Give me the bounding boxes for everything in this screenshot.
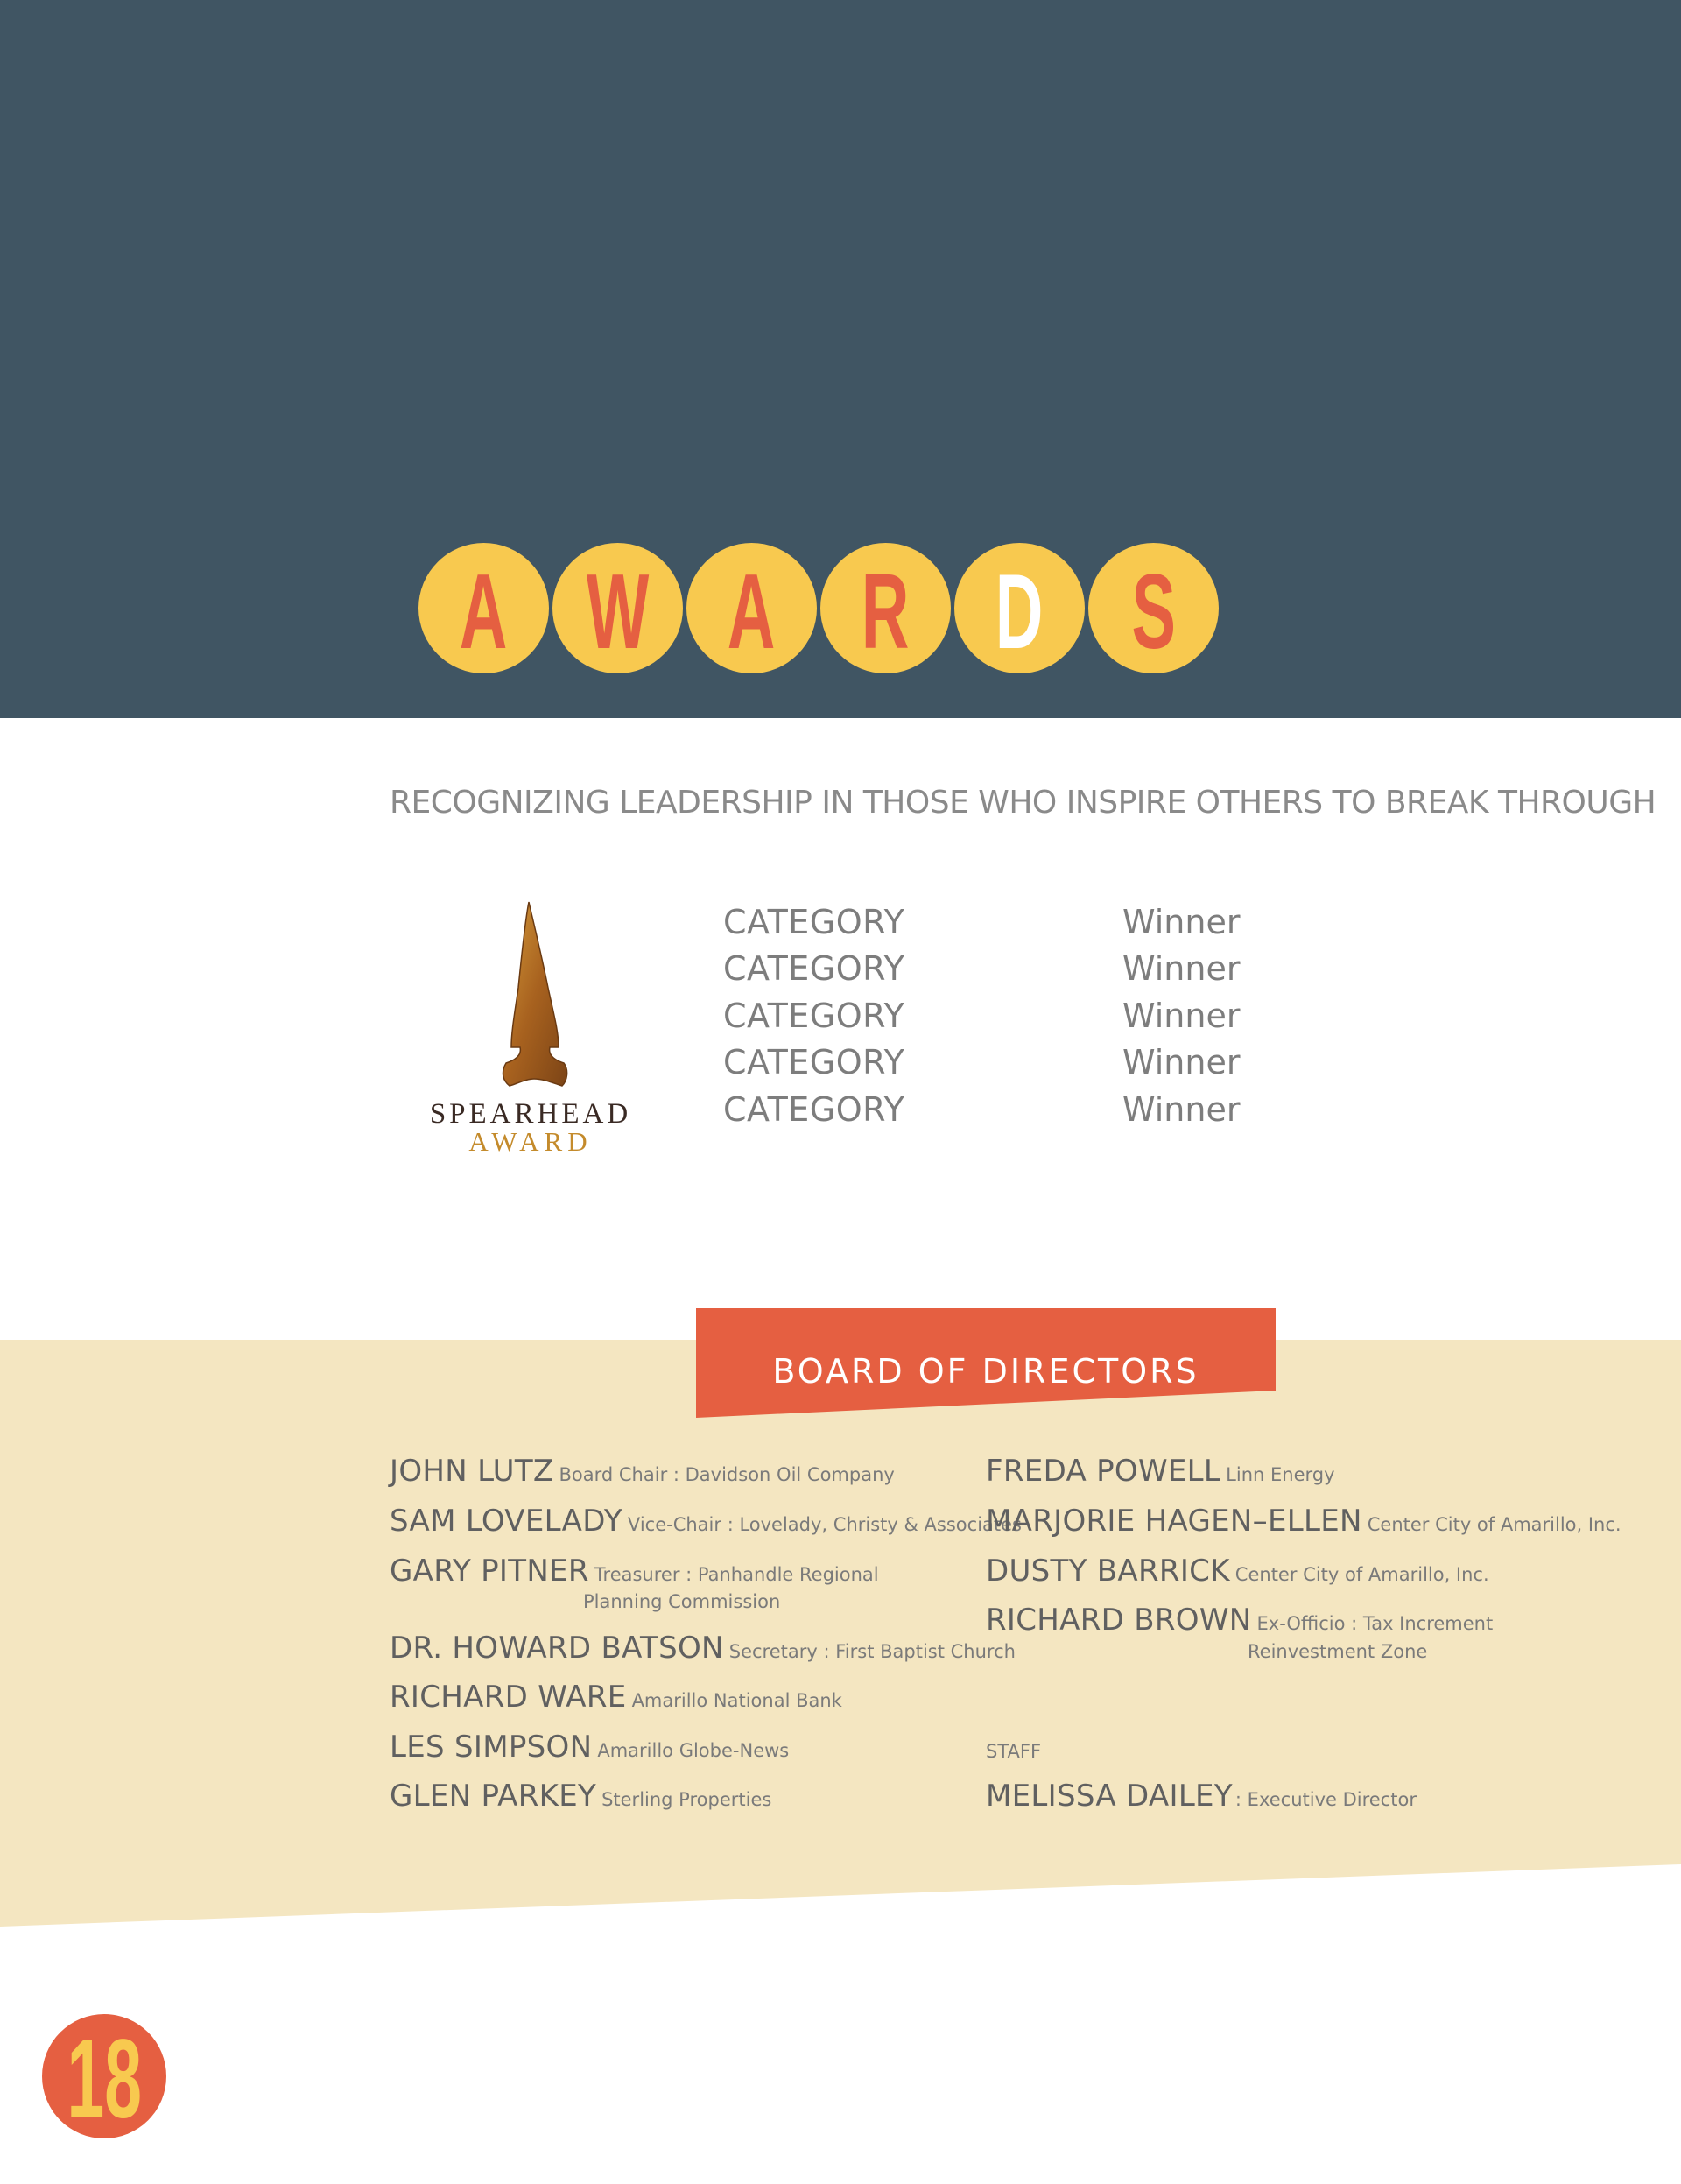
- board-member: [986, 1454, 1335, 1489]
- board-member-role-continued: [1248, 1641, 1427, 1662]
- board-member: [390, 1730, 789, 1765]
- member-role: Secretary : First Baptist Church: [728, 1641, 1016, 1662]
- board-member: [390, 1631, 1016, 1666]
- member-role: Board Chair : Davidson Oil Company: [559, 1464, 895, 1485]
- logo-line1: SPEARHEAD: [429, 1098, 632, 1130]
- awards-letter-circle: [418, 543, 549, 673]
- award-category: CATEGORY: [723, 902, 905, 941]
- awards-list: [723, 898, 1240, 1133]
- award-winner: Winner: [1122, 1043, 1241, 1082]
- award-category: CATEGORY: [723, 1043, 905, 1082]
- staff-member: [986, 1779, 1417, 1814]
- award-row: [723, 898, 1240, 946]
- awards-letter-circle: [552, 543, 683, 673]
- award-category: CATEGORY: [723, 1089, 905, 1129]
- awards-letter-circle: [686, 543, 817, 673]
- member-name: LES SIMPSON: [390, 1730, 593, 1765]
- member-role: Linn Energy: [1226, 1464, 1335, 1485]
- award-winner: Winner: [1122, 1089, 1241, 1129]
- award-row: [723, 946, 1240, 993]
- board-member: [986, 1553, 1489, 1589]
- awards-letter: A: [460, 551, 508, 671]
- spearhead-award-logo: [426, 897, 636, 1159]
- award-winner: Winner: [1122, 996, 1241, 1035]
- member-name: GLEN PARKEY: [390, 1779, 597, 1814]
- member-role: Amarillo National Bank: [631, 1690, 842, 1711]
- member-name: MARJORIE HAGEN–ELLEN: [986, 1504, 1362, 1539]
- member-name: MELISSA DAILEY: [986, 1779, 1233, 1814]
- awards-letter: R: [862, 551, 910, 671]
- member-name: SAM LOVELADY: [390, 1504, 622, 1539]
- member-name: DUSTY BARRICK: [986, 1553, 1230, 1589]
- awards-letter-circle-highlight: [954, 543, 1085, 673]
- member-role: Sterling Properties: [601, 1789, 772, 1810]
- award-category: CATEGORY: [723, 996, 905, 1035]
- page-number: 18: [67, 2017, 142, 2142]
- member-role: Center City of Amarillo, Inc.: [1234, 1564, 1489, 1585]
- award-row: [723, 1086, 1240, 1133]
- member-role: Treasurer : Panhandle Regional: [594, 1564, 879, 1585]
- award-winner: Winner: [1122, 949, 1241, 989]
- page-number-badge: [42, 2014, 166, 2142]
- award-row: [723, 992, 1240, 1039]
- member-role-line2: Reinvestment Zone: [1248, 1641, 1428, 1662]
- member-name: FREDA POWELL: [986, 1454, 1221, 1489]
- member-name: RICHARD BROWN: [986, 1603, 1252, 1638]
- awards-letter: D: [995, 551, 1044, 671]
- board-member-role-continued: [583, 1591, 780, 1612]
- member-role: Amarillo Globe-News: [597, 1740, 790, 1761]
- arrowhead-icon: [478, 900, 583, 1093]
- board-member: [390, 1553, 879, 1589]
- member-role: Center City of Amarillo, Inc.: [1367, 1514, 1621, 1535]
- awards-letter-circle: [1088, 543, 1219, 673]
- member-role: Ex-Officio : Tax Increment: [1256, 1613, 1494, 1634]
- awards-letter: S: [1131, 551, 1176, 671]
- staff-label: STAFF: [986, 1741, 1042, 1762]
- board-member: [390, 1504, 1022, 1539]
- board-member: [390, 1680, 842, 1715]
- award-winner: Winner: [1122, 902, 1241, 941]
- board-member: [390, 1454, 895, 1489]
- logo-line2: AWARD: [468, 1126, 593, 1157]
- board-member: [390, 1779, 771, 1814]
- member-name: JOHN LUTZ: [390, 1454, 554, 1489]
- awards-letter: A: [728, 551, 776, 671]
- award-row: [723, 1039, 1240, 1087]
- awards-letter-circle: [820, 543, 951, 673]
- board-member: [986, 1603, 1493, 1638]
- member-role: Vice-Chair : Lovelady, Christy & Associates: [627, 1514, 1022, 1535]
- board-member: [986, 1504, 1621, 1539]
- awards-letter: W: [586, 551, 650, 671]
- member-name: GARY PITNER: [390, 1553, 589, 1589]
- awards-heading: [418, 543, 1219, 674]
- board-title: BOARD OF DIRECTORS: [772, 1352, 1199, 1391]
- member-role: : Executive Director: [1234, 1789, 1417, 1810]
- member-name: DR. HOWARD BATSON: [390, 1631, 724, 1666]
- tagline: RECOGNIZING LEADERSHIP IN THOSE WHO INSPIRE OTHERS TO BREAK THROUGH: [390, 785, 1656, 821]
- member-name: RICHARD WARE: [390, 1680, 627, 1715]
- award-category: CATEGORY: [723, 949, 905, 989]
- member-role-line2: Planning Commission: [583, 1591, 781, 1612]
